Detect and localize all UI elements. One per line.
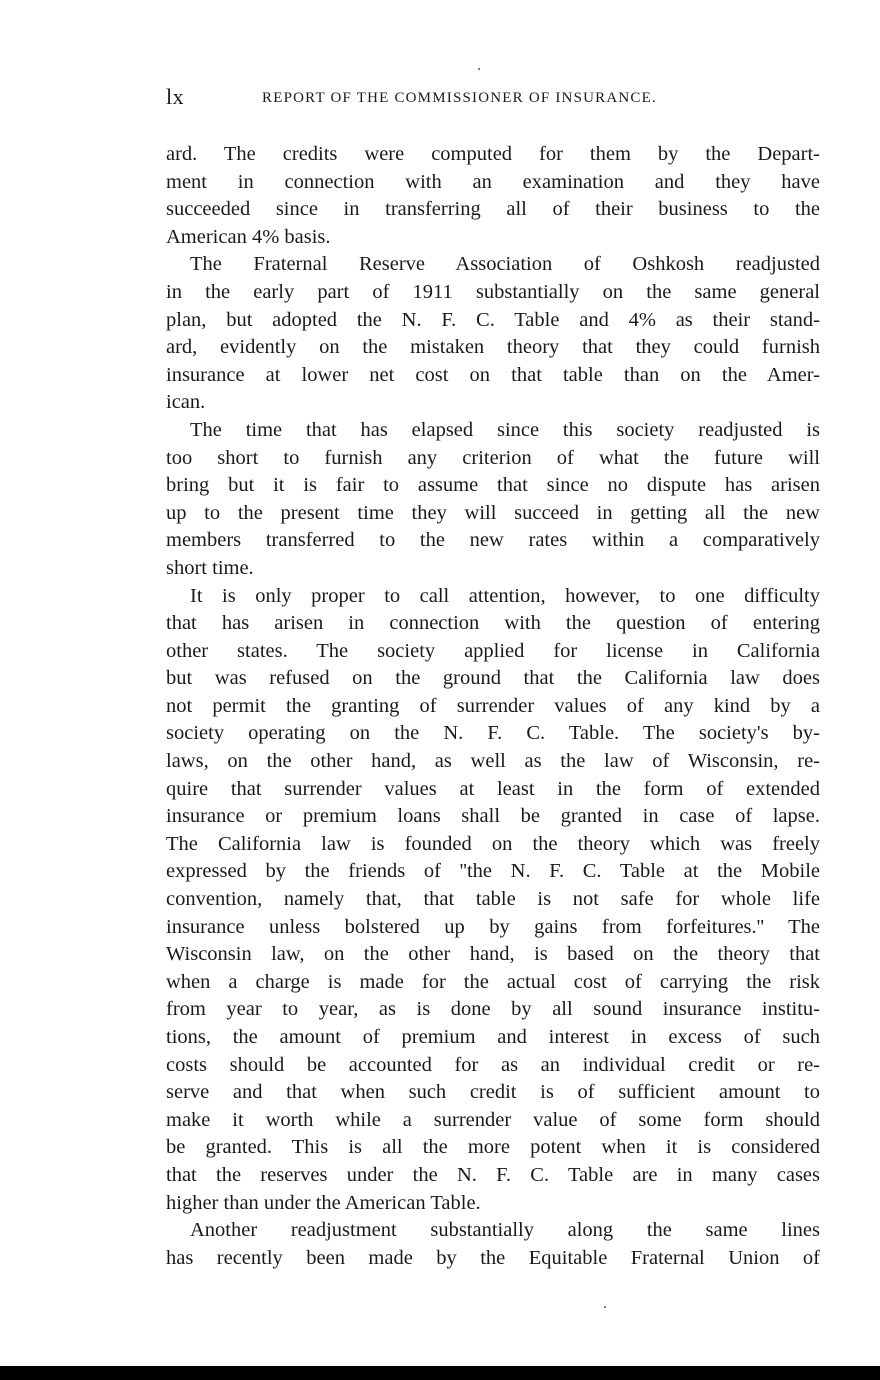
paragraph-5 xyxy=(166,1217,820,1272)
text-line: be granted. This is all the more potent when it is considered xyxy=(166,1136,820,1159)
text-line: that the reserves under the N. F. C. Table are in many cases xyxy=(166,1163,820,1186)
text-line: higher than under the American Table. xyxy=(166,1191,481,1214)
text-line: The California law is founded on the theory which was freely xyxy=(166,832,820,855)
text-line: serve and that when such credit is of sufficient amount to xyxy=(166,1081,820,1104)
paragraph-4 xyxy=(166,583,820,1218)
text-line: Another readjustment substantially along the same lines xyxy=(190,1219,820,1242)
text-line: convention, namely that, that table is not safe for whole life xyxy=(166,888,820,911)
text-line: The Fraternal Reserve Association of Oshkosh readjusted xyxy=(190,253,820,276)
body-text xyxy=(166,141,820,1272)
text-line: that has arisen in connection with the question of entering xyxy=(166,612,820,635)
text-line: It is only proper to call attention, however, to one difficulty xyxy=(190,584,820,607)
paragraph-2 xyxy=(166,251,820,417)
text-line: insurance unless bolstered up by gains from forfeitures.'' The xyxy=(166,915,820,938)
text-line: expressed by the friends of ''the N. F. C. Table at the Mobile xyxy=(166,860,820,883)
text-line: ment in connection with an examination and they have xyxy=(166,170,820,193)
text-line: plan, but adopted the N. F. C. Table and 4% as their stand- xyxy=(166,308,820,331)
text-line: members transferred to the new rates within a comparatively xyxy=(166,529,820,552)
text-line: insurance or premium loans shall be granted in case of lapse. xyxy=(166,805,820,828)
text-line: from year to year, as is done by all sound insurance institu- xyxy=(166,998,820,1021)
text-line: The time that has elapsed since this society readjusted is xyxy=(190,418,820,441)
text-line: ican. xyxy=(166,391,206,414)
page-number: lx xyxy=(166,84,185,109)
text-line: when a charge is made for the actual cost of carrying the risk xyxy=(166,970,820,993)
text-line: short time. xyxy=(166,556,254,579)
text-line: too short to furnish any criterion of what the future will xyxy=(166,446,820,469)
paragraph-3 xyxy=(166,417,820,583)
text-line: ard. The credits were computed for them by the Depart- xyxy=(166,143,820,165)
text-line: other states. The society applied for license in California xyxy=(166,639,820,662)
text-line: in the early part of 1911 substantially on the same general xyxy=(166,280,820,303)
text-line: insurance at lower net cost on that table than on the Amer- xyxy=(166,363,820,386)
scan-speck xyxy=(604,1306,606,1308)
text-line: ard, evidently on the mistaken theory that they could furnish xyxy=(166,336,820,359)
scan-edge-bar xyxy=(0,1366,880,1380)
paragraph-1 xyxy=(166,141,820,251)
scan-speck xyxy=(478,68,480,70)
text-line: up to the present time they will succeed in getting all the new xyxy=(166,501,820,524)
text-line: society operating on the N. F. C. Table. The society's by- xyxy=(166,722,820,745)
text-line: Wisconsin law, on the other hand, is based on the theory that xyxy=(166,943,820,966)
page-header xyxy=(166,84,822,114)
text-line: succeeded since in transferring all of their business to the xyxy=(166,198,820,221)
text-line: costs should be accounted for as an individual credit or re- xyxy=(166,1053,820,1076)
text-line: tions, the amount of premium and interest in excess of such xyxy=(166,1026,820,1048)
text-line: laws, on the other hand, as well as the law of Wisconsin, re- xyxy=(166,750,820,773)
running-title: REPORT OF THE COMMISSIONER OF INSURANCE. xyxy=(262,90,657,106)
text-line: quire that surrender values at least in the form of extended xyxy=(166,777,820,800)
text-line: has recently been made by the Equitable Fraternal Union of xyxy=(166,1246,820,1269)
text-line: not permit the granting of surrender values of any kind by a xyxy=(166,694,820,717)
text-line: American 4% basis. xyxy=(166,225,331,248)
text-line: bring but it is fair to assume that since no dispute has arisen xyxy=(166,474,820,497)
text-line: but was refused on the ground that the California law does xyxy=(166,667,820,690)
text-line: make it worth while a surrender value of some form should xyxy=(166,1108,820,1131)
